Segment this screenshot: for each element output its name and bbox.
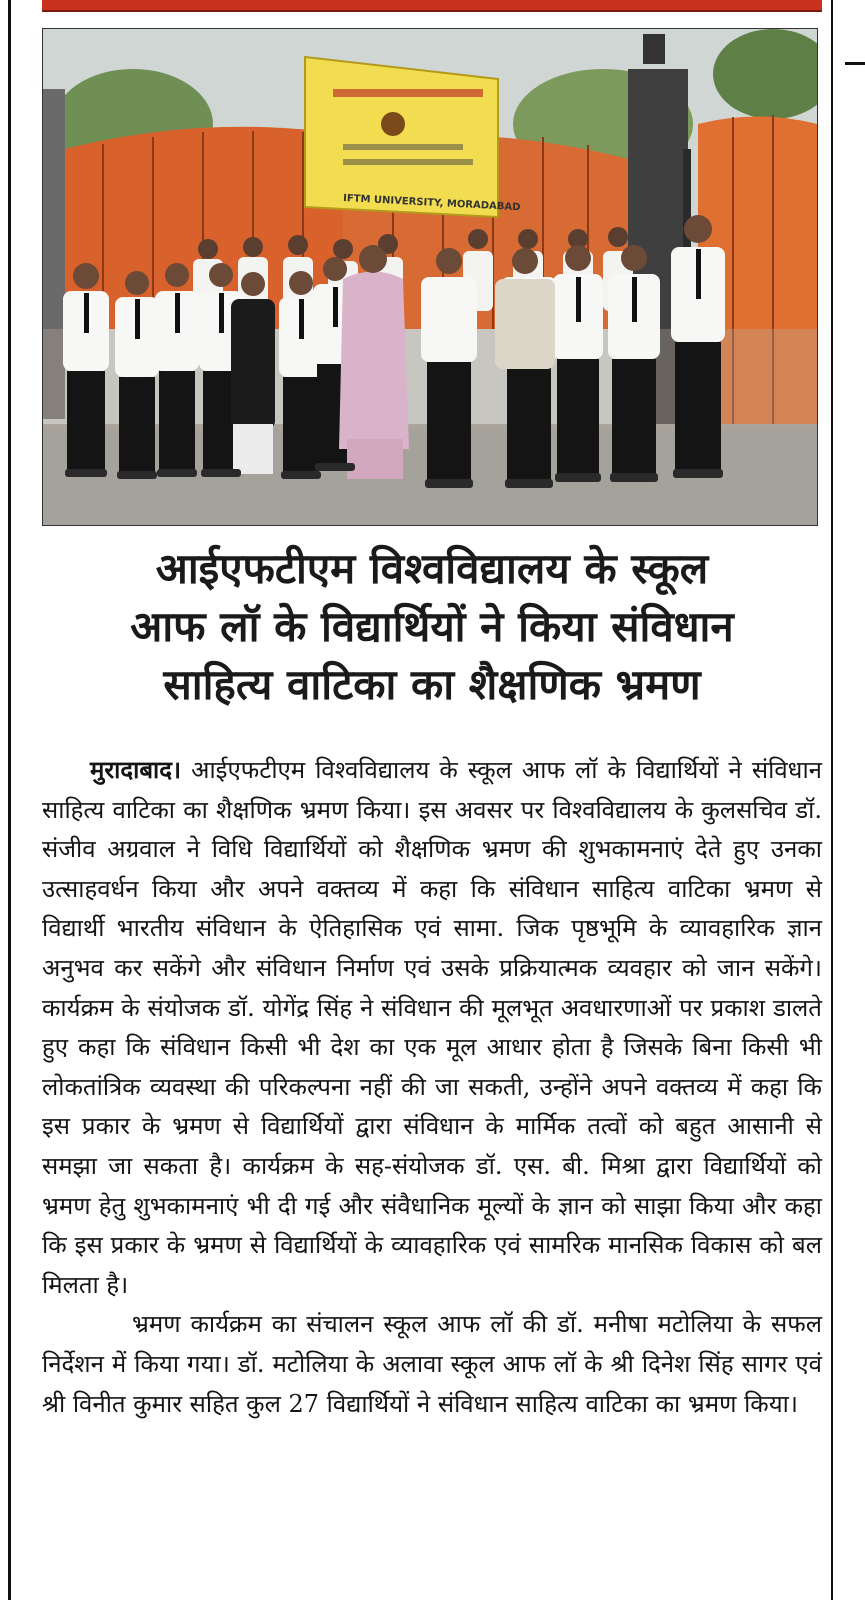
banner-text: IFTM UNIVERSITY, MORADABAD [342,193,521,214]
headline-line-3: साहित्य वाटिका का शैक्षणिक भ्रमण [163,660,701,709]
dateline: मुरादाबाद। [90,755,182,784]
group-photo [42,28,818,526]
article-paragraph-1 [42,750,822,1305]
headline-line-2: आफ लॉ के विद्यार्थियों ने किया संविधान [130,602,734,651]
article-body [42,750,822,1424]
page-right-rule [831,0,833,1600]
paragraph-2-text: भ्रमण कार्यक्रम का संचालन स्कूल आफ लॉ की डॉ. मनीषा मटोलिया के सफल निर्देशन में किया गया। डॉ. मटोलिया के अलावा स्कूल आफ लॉ के श्री दिनेश सिंह सागर एवं श्री विनीत कुमार सहित कुल 27 विद्यार्थियों ने संविधान साहित्य वाटिका का भ्रमण किया। [42,1310,822,1418]
page-left-rule [8,0,11,1600]
article-paragraph-2 [42,1305,822,1424]
paragraph-1-text: आईएफटीएम विश्वविद्यालय के स्कूल आफ लॉ के विद्यार्थियों ने संविधान साहित्य वाटिका का शैक्षणिक भ्रमण किया। इस अवसर पर विश्वविद्यालय के कुलसचिव डॉ. संजीव अग्रवाल ने विधि विद्यार्थियों को शैक्षणिक भ्रमण की शुभकामनाएं देते हुए उनका उत्साहवर्धन किया और अपने वक्तव्य में कहा कि संविधान साहित्य वाटिका भ्रमण से विद्यार्थी भारतीय संविधान के ऐतिहासिक एवं सामा. जिक पृष्ठभूमि के व्यावहारिक ज्ञान अनुभव कर सकेंगे और संविधान निर्माण एवं उसके प्रक्रियात्मक व्यवहार को जान सकेंगे। कार्यक्रम के संयोजक डॉ. योगेंद्र सिंह ने संविधान की मूलभूत अवधारणाओं पर प्रकाश डालते हुए कहा कि संविधान किसी भी देश का एक मूल आधार होता है जिसके बिना किसी भी लोकतांत्रिक व्यवस्था की परिकल्पना नहीं की जा सकती, उन्होंने अपने वक्तव्य में कहा कि इस प्रकार के भ्रमण से विद्यार्थियों द्वारा संविधान के मार्मिक तत्वों को बहुत आसानी से समझा जा सकता है। कार्यक्रम के सह-संयोजक डॉ. एस. बी. मिश्रा द्वारा विद्यार्थियों को भ्रमण हेतु शुभकामनाएं भी दी गई और संवैधानिक मूल्यों के ज्ञान को साझा किया और कहा कि इस प्रकार के भ्रमण से विद्यार्थियों के व्यावहारिक एवं सामरिक मानसिक विकास को बल मिलता है। [42,756,822,1299]
article-headline [42,540,822,714]
headline-line-1: आईएफटीएम विश्वविद्यालय के स्कूल [155,544,709,593]
adjacent-column-mark [845,62,865,65]
section-header-band [42,0,822,12]
